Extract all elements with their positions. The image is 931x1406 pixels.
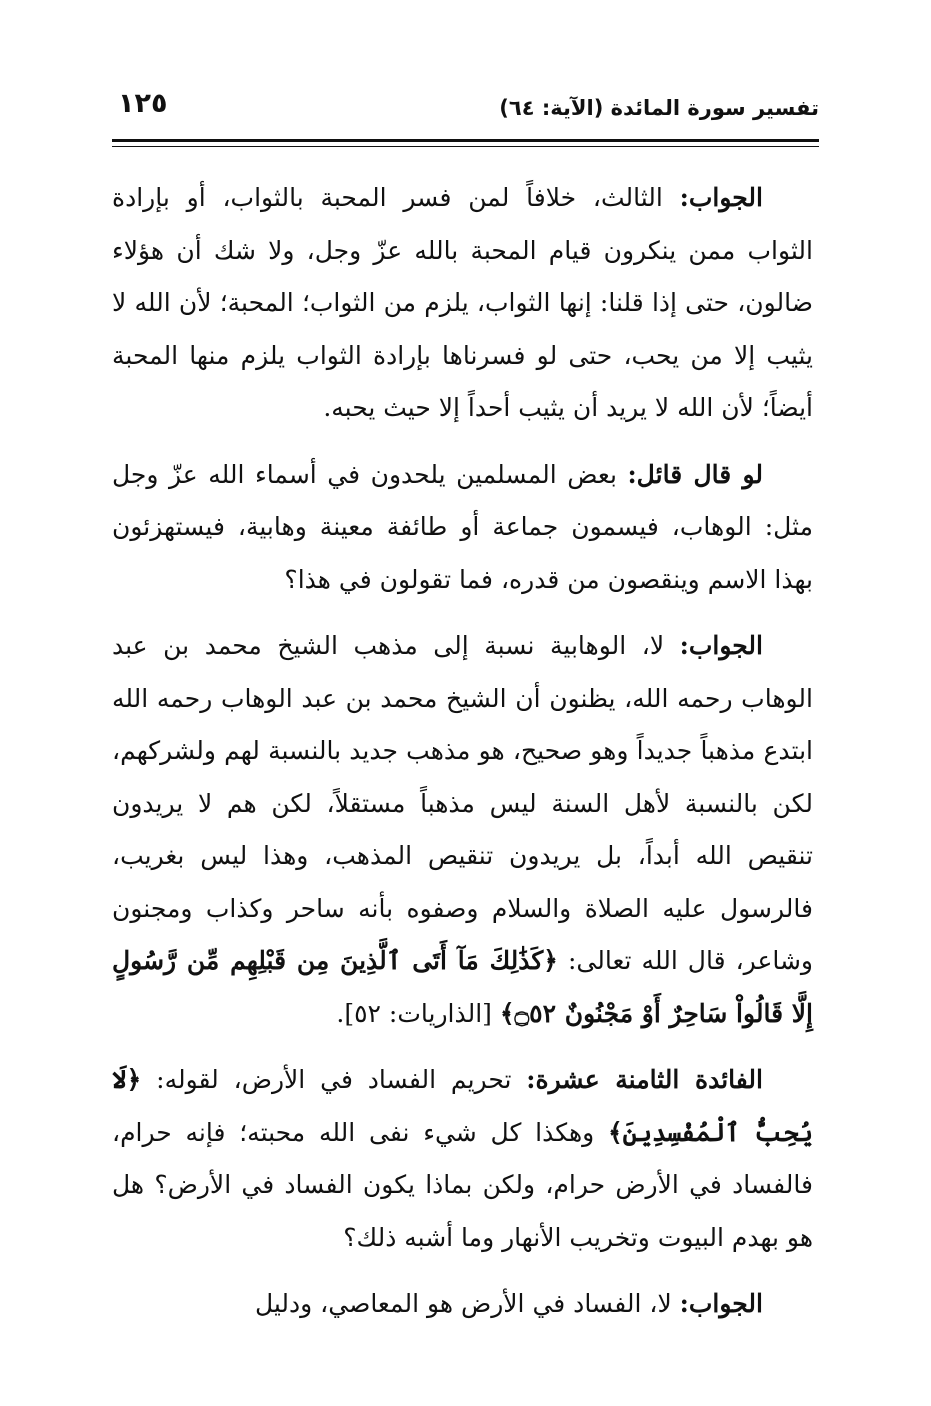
paragraph-text: الثالث، خلافاً لمن فسر المحبة بالثواب، أو بإرادة الثواب ممن ينكرون قيام المحبة بالله عزّ وجل، ولا شك أن هؤلاء ضالون، حتى إذا قلنا: إنها الثواب، يلزم من الثواب؛ المحبة؛ لأن الله لا يثيب إلا من يحب، حتى لو فسرناها بإرادة الثواب يلزم منها المحبة أيضاً؛ لأن الله لا يريد أن يثيب أحداً إلا حيث يحبه. bbox=[112, 183, 813, 422]
header-rule-thick bbox=[112, 139, 819, 142]
paragraph-answer-2 bbox=[112, 620, 813, 1040]
running-title: تفسير سورة المائدة (الآية: ٦٤) bbox=[499, 96, 819, 120]
paragraph-question bbox=[112, 449, 813, 607]
page-header bbox=[112, 88, 819, 132]
quran-verse: ﴿لَا يُحِبُّ ٱلْمُفْسِدِينَ﴾ bbox=[112, 1065, 813, 1147]
quran-verse: ﴿كَذَٰلِكَ مَآ أَتَى ٱلَّذِينَ مِن قَبْلِهِم مِّن رَّسُولٍ إِلَّا قَالُواْ سَاحِرٌ أَوْ مَجْنُونٌ ۝٥٢﴾ bbox=[112, 946, 813, 1028]
page-body bbox=[112, 172, 813, 1345]
paragraph-lead: الفائدة الثامنة عشرة: bbox=[526, 1065, 763, 1094]
paragraph-lead: الجواب: bbox=[679, 1289, 763, 1318]
paragraph-text: لا، الفساد في الأرض هو المعاصي، ودليل bbox=[254, 1289, 680, 1318]
paragraph-text: بعض المسلمين يلحدون في أسماء الله عزّ وجل مثل: الوهاب، فيسمون جماعة أو طائفة معينة وهابية، فيستهزئون بهذا الاسم وينقصون من قدره، فما تقولون في هذا؟ bbox=[112, 459, 813, 594]
paragraph-benefit-18 bbox=[112, 1054, 813, 1264]
header-rule-thin bbox=[112, 146, 819, 147]
page-number: ١٢٥ bbox=[118, 88, 168, 119]
paragraph-answer-3 bbox=[112, 1278, 813, 1331]
paragraph-lead: لو قال قائل: bbox=[627, 459, 763, 489]
paragraph-lead: الجواب: bbox=[679, 631, 763, 660]
paragraph-text: وهكذا كل شيء نفى الله محبته؛ فإنه حرام، فالفساد في الأرض حرام، ولكن بماذا يكون الفساد في الأرض؟ هل هو بهدم البيوت وتخريب الأنهار وما أشبه ذلك؟ bbox=[112, 1117, 813, 1252]
paragraph-answer-1 bbox=[112, 172, 813, 435]
verse-reference: [الذاريات: ٥٢]. bbox=[336, 998, 500, 1028]
paragraph-text: لا، الوهابية نسبة إلى مذهب الشيخ محمد بن عبد الوهاب رحمه الله، يظنون أن الشيخ محمد بن عبد الوهاب رحمه الله ابتدع مذهباً جديداً وهو صحيح، هو مذهب جديد بالنسبة لهم ولشركهم، لكن بالنسبة لأهل السنة ليس مذهباً مستقلاً، لكن هم لا يريدون تنقيص الله أبداً، بل يريدون تنقيص المذهب، وهذا ليس بغريب، فالرسول عليه الصلاة والسلام وصفوه بأنه ساحر وكذاب ومجنون وشاعر، قال الله تعالى: bbox=[112, 631, 813, 975]
paragraph-lead: الجواب: bbox=[679, 183, 763, 212]
paragraph-text-before: تحريم الفساد في الأرض، لقوله: bbox=[141, 1065, 527, 1094]
